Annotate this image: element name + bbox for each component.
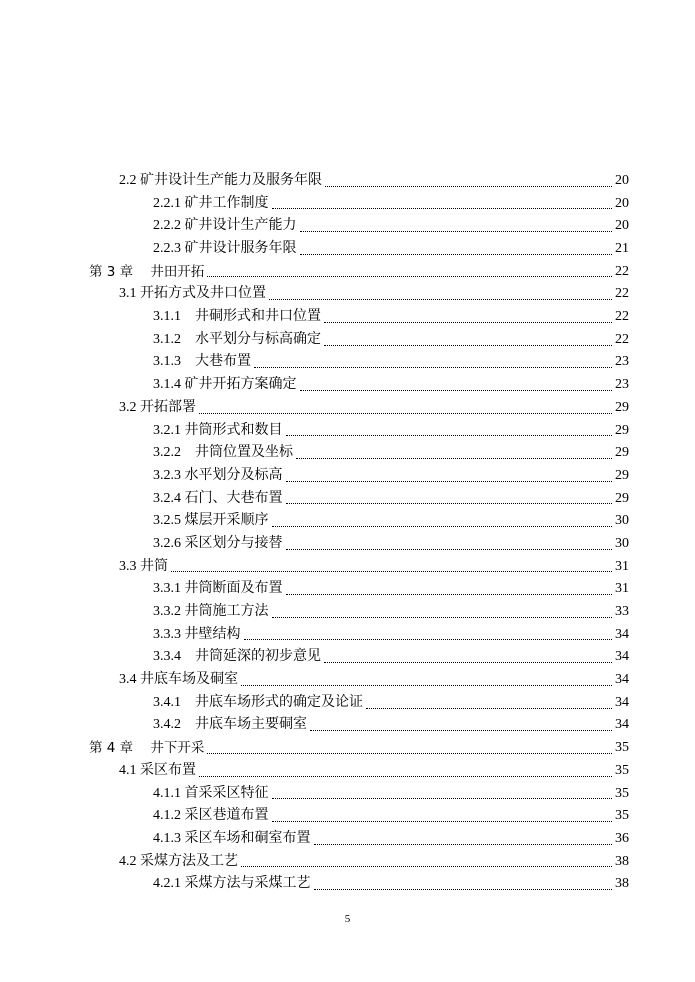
dot-leader (171, 571, 612, 572)
dot-leader (286, 503, 613, 504)
toc-entry-title: 4.1 采区布置 (119, 762, 196, 778)
toc-entry[interactable] (0, 646, 695, 669)
toc-entry-page: 30 (615, 535, 629, 551)
toc-entry-title: 4.1.3 采区车场和硐室布置 (153, 830, 311, 846)
toc-entry-page: 38 (615, 876, 629, 892)
toc-entry-page: 22 (615, 286, 629, 302)
dot-leader (254, 367, 612, 368)
dot-leader (272, 208, 613, 209)
dot-leader (300, 254, 613, 255)
toc-entry-page: 20 (615, 195, 629, 211)
toc-entry[interactable] (0, 601, 695, 624)
dot-leader (272, 821, 613, 822)
page-number: 5 (344, 913, 351, 925)
toc-entry-title: 3.2.3 水平划分及标高 (153, 467, 283, 483)
dot-leader (314, 844, 613, 845)
dot-leader (286, 594, 613, 595)
toc-entry-title: 3.2.2 井筒位置及坐标 (153, 445, 293, 461)
dot-leader (324, 345, 612, 346)
toc-entry-page: 20 (615, 172, 629, 188)
toc-entry[interactable] (0, 692, 695, 715)
toc-entry-title: 3.3.4 井筒延深的初步意见 (153, 649, 321, 665)
toc-entry[interactable] (0, 170, 695, 193)
dot-leader (286, 481, 613, 482)
toc-entry[interactable] (0, 805, 695, 828)
dot-leader (366, 708, 612, 709)
toc-entry-page: 33 (615, 604, 629, 620)
toc-entry-title: 第 3 章 井田开拓 (89, 263, 205, 280)
toc-entry-page: 20 (615, 218, 629, 234)
toc-entry-title: 3.4.2 井底车场主要硐室 (153, 717, 307, 733)
toc-entry-page: 35 (615, 762, 629, 778)
toc-entry-title: 3.2.5 煤层开采顺序 (153, 513, 269, 529)
toc-entry-title: 4.2.1 采煤方法与采煤工艺 (153, 876, 311, 892)
dot-leader (207, 753, 612, 754)
dot-leader (241, 685, 612, 686)
dot-leader (286, 435, 613, 436)
toc-entry[interactable] (0, 374, 695, 397)
toc-entry-page: 38 (615, 853, 629, 869)
toc-entry[interactable] (0, 352, 695, 375)
toc-entry-title: 3.3.1 井筒断面及布置 (153, 581, 283, 597)
toc-entry-title: 3.2.4 石门、大巷布置 (153, 490, 283, 506)
toc-entry[interactable] (0, 578, 695, 601)
dot-leader (300, 231, 613, 232)
toc-entry-page: 35 (615, 740, 629, 756)
toc-entry[interactable] (0, 783, 695, 806)
toc-entry-page: 34 (615, 694, 629, 710)
toc-entry-page: 30 (615, 513, 629, 529)
toc-entry-title: 2.2 矿井设计生产能力及服务年限 (119, 172, 322, 188)
toc-entry-page: 22 (615, 263, 629, 279)
toc-entry[interactable] (0, 828, 695, 851)
toc-entry-page: 23 (615, 354, 629, 370)
dot-leader (269, 299, 612, 300)
dot-leader (272, 617, 613, 618)
toc-entry[interactable] (0, 397, 695, 420)
toc-entry-page: 35 (615, 808, 629, 824)
toc-entry[interactable] (0, 283, 695, 306)
dot-leader (286, 549, 613, 550)
toc-entry-title: 3.4 井底车场及硐室 (119, 672, 238, 688)
toc-entry-page: 36 (615, 830, 629, 846)
toc-entry[interactable] (0, 737, 695, 760)
toc-entry-title: 2.2.1 矿井工作制度 (153, 195, 269, 211)
toc-entry-title: 4.1.1 首采采区特征 (153, 785, 269, 801)
dot-leader (272, 798, 613, 799)
toc-entry[interactable] (0, 329, 695, 352)
toc-entry-title: 3.1.1 井硐形式和井口位置 (153, 309, 321, 325)
dot-leader (324, 662, 612, 663)
toc-entry-title: 3.3 井筒 (119, 558, 168, 574)
toc-entry[interactable] (0, 306, 695, 329)
toc-entry[interactable] (0, 465, 695, 488)
toc-entry-page: 29 (615, 467, 629, 483)
toc-entry-title: 3.2.1 井筒形式和数目 (153, 422, 283, 438)
toc-entry-page: 31 (615, 581, 629, 597)
toc-entry-title: 3.2.6 采区划分与接替 (153, 535, 283, 551)
toc-entry-page: 34 (615, 672, 629, 688)
toc-entry-title: 第 4 章 井下开采 (89, 740, 205, 757)
toc-entry-title: 4.1.2 采区巷道布置 (153, 808, 269, 824)
toc-entry[interactable] (0, 420, 695, 443)
dot-leader (244, 639, 613, 640)
table-of-contents (0, 170, 695, 896)
toc-entry-page: 21 (615, 241, 629, 257)
toc-entry[interactable] (0, 624, 695, 647)
toc-entry-page: 23 (615, 377, 629, 393)
toc-entry[interactable] (0, 669, 695, 692)
toc-entry-page: 29 (615, 490, 629, 506)
toc-entry[interactable] (0, 760, 695, 783)
dot-leader (314, 889, 613, 890)
toc-entry[interactable] (0, 873, 695, 896)
dot-leader (324, 322, 612, 323)
toc-entry[interactable] (0, 238, 695, 261)
toc-entry[interactable] (0, 488, 695, 511)
toc-entry-page: 29 (615, 422, 629, 438)
toc-entry-title: 3.1.2 水平划分与标高确定 (153, 331, 321, 347)
toc-entry-page: 31 (615, 558, 629, 574)
dot-leader (199, 413, 612, 414)
dot-leader (241, 866, 612, 867)
dot-leader (207, 276, 612, 277)
toc-entry-title: 3.1.4 矿井开拓方案确定 (153, 377, 297, 393)
toc-entry[interactable] (0, 261, 695, 284)
toc-entry[interactable] (0, 556, 695, 579)
dot-leader (272, 526, 613, 527)
toc-entry-title: 3.3.2 井筒施工方法 (153, 604, 269, 620)
toc-entry-page: 35 (615, 785, 629, 801)
dot-leader (199, 776, 612, 777)
toc-entry[interactable] (0, 193, 695, 216)
toc-entry-title: 2.2.3 矿井设计服务年限 (153, 241, 297, 257)
toc-entry[interactable] (0, 442, 695, 465)
toc-entry-title: 4.2 采煤方法及工艺 (119, 853, 238, 869)
toc-entry[interactable] (0, 533, 695, 556)
dot-leader (296, 458, 612, 459)
toc-entry[interactable] (0, 851, 695, 874)
toc-entry[interactable] (0, 215, 695, 238)
dot-leader (325, 186, 612, 187)
toc-entry-page: 34 (615, 649, 629, 665)
toc-entry-title: 3.1.3 大巷布置 (153, 354, 251, 370)
toc-entry-title: 2.2.2 矿井设计生产能力 (153, 218, 297, 234)
toc-entry-page: 22 (615, 331, 629, 347)
toc-entry-title: 3.2 开拓部署 (119, 399, 196, 415)
toc-entry[interactable] (0, 715, 695, 738)
toc-entry-page: 34 (615, 717, 629, 733)
dot-leader (310, 730, 612, 731)
toc-entry-page: 29 (615, 445, 629, 461)
toc-entry-title: 3.4.1 井底车场形式的确定及论证 (153, 694, 363, 710)
toc-entry-title: 3.1 开拓方式及井口位置 (119, 286, 266, 302)
toc-entry-title: 3.3.3 井壁结构 (153, 626, 241, 642)
toc-entry-page: 29 (615, 399, 629, 415)
toc-entry-page: 34 (615, 626, 629, 642)
dot-leader (300, 390, 613, 391)
toc-entry-page: 22 (615, 309, 629, 325)
toc-entry[interactable] (0, 510, 695, 533)
